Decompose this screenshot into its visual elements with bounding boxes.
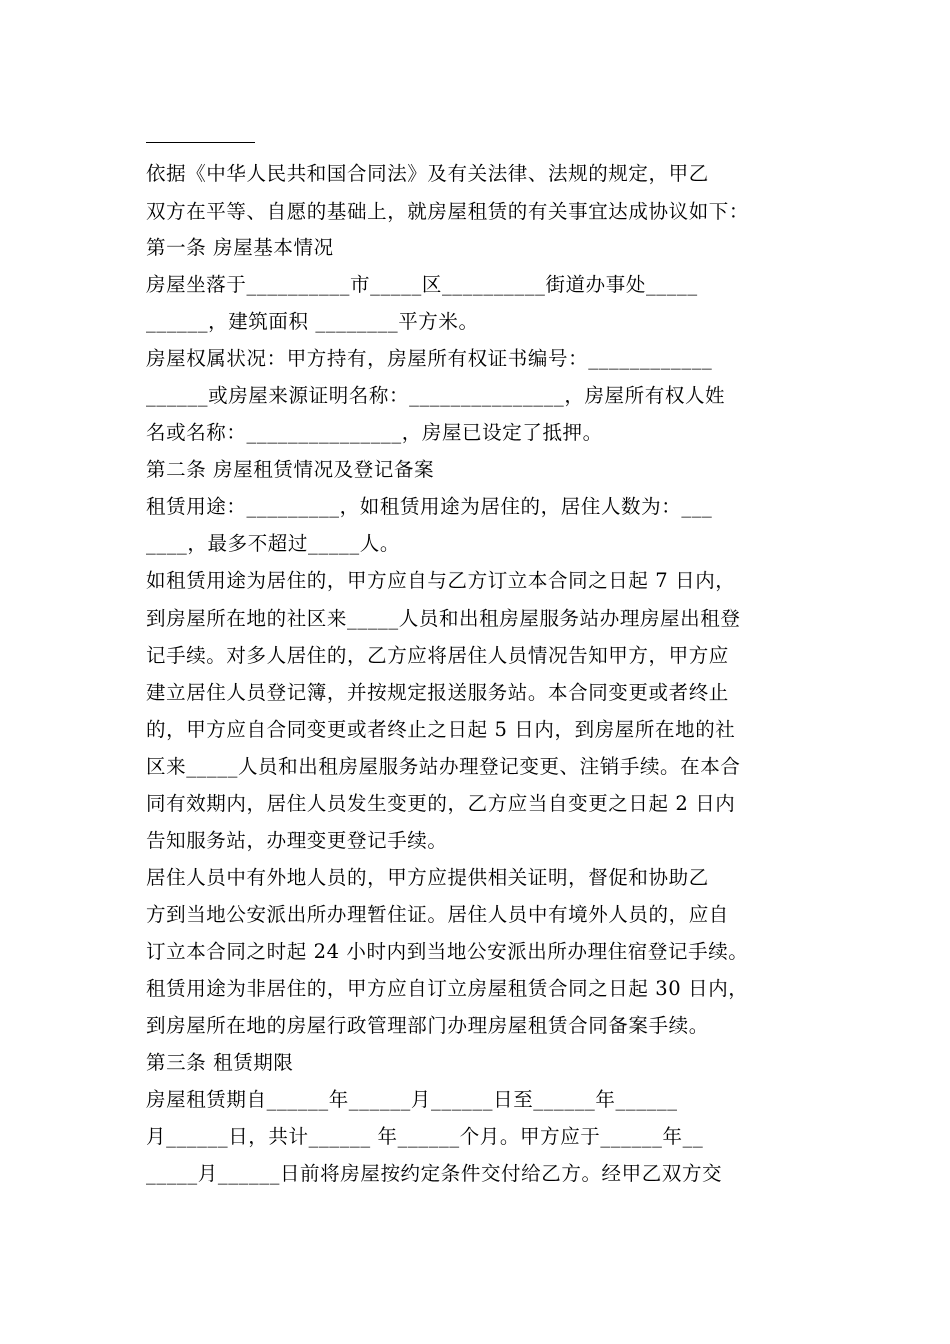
paragraph-line: ______或房屋来源证明名称：_______________，房屋所有权人姓 bbox=[146, 384, 726, 407]
paragraph-line: 订立本合同之时起 24 小时内到当地公安派出所办理住宿登记手续。 bbox=[146, 940, 749, 963]
paragraph-line: 到房屋所在地的房屋行政管理部门办理房屋租赁合同备案手续。 bbox=[146, 1014, 709, 1037]
paragraph-line: 建立居住人员登记簿，并按规定报送服务站。本合同变更或者终止 bbox=[146, 681, 729, 704]
paragraph-line: 如租赁用途为居住的，甲方应自与乙方订立本合同之日起 7 日内， bbox=[146, 569, 736, 592]
article-heading: 第一条 房屋基本情况 bbox=[146, 236, 334, 259]
paragraph-line: 居住人员中有外地人员的，甲方应提供相关证明，督促和协助乙 bbox=[146, 866, 709, 889]
paragraph-line: 房屋租赁期自______年______月______日至______年______ bbox=[146, 1088, 678, 1111]
paragraph-line: 租赁用途：_________，如租赁用途为居住的，居住人数为：___ bbox=[146, 495, 713, 518]
article-heading: 第三条 租赁期限 bbox=[146, 1051, 294, 1074]
paragraph-line: ____，最多不超过_____人。 bbox=[146, 532, 400, 555]
paragraph-line: _____月______日前将房屋按约定条件交付给乙方。经甲乙双方交 bbox=[146, 1162, 723, 1185]
paragraph-line: 租赁用途为非居住的，甲方应自订立房屋租赁合同之日起 30 日内， bbox=[146, 977, 749, 1000]
paragraph-line: 记手续。对多人居住的，乙方应将居住人员情况告知甲方，甲方应 bbox=[146, 644, 729, 667]
paragraph-line: 房屋坐落于__________市_____区__________街道办事处_____ bbox=[146, 273, 698, 296]
paragraph-line: 房屋权属状况：甲方持有，房屋所有权证书编号：____________ bbox=[146, 347, 713, 370]
paragraph-line: 双方在平等、自愿的基础上，就房屋租赁的有关事宜达成协议如下： bbox=[146, 200, 750, 223]
paragraph-line: 的，甲方应自合同变更或者终止之日起 5 日内，到房屋所在地的社 bbox=[146, 718, 736, 741]
blank-underline bbox=[146, 142, 255, 143]
paragraph-line: 依据《中华人民共和国合同法》及有关法律、法规的规定，甲乙 bbox=[146, 162, 709, 185]
paragraph-line: 到房屋所在地的社区来_____人员和出租房屋服务站办理房屋出租登 bbox=[146, 607, 741, 630]
paragraph-line: 区来_____人员和出租房屋服务站办理登记变更、注销手续。在本合 bbox=[146, 755, 741, 778]
paragraph-line: 告知服务站，办理变更登记手续。 bbox=[146, 829, 448, 852]
paragraph-line: 同有效期内，居住人员发生变更的，乙方应当自变更之日起 2 日内 bbox=[146, 792, 736, 815]
paragraph-line: 名或名称：_______________，房屋已设定了抵押。 bbox=[146, 421, 603, 444]
paragraph-line: 月______日，共计______ 年______个月。甲方应于______年__ bbox=[146, 1125, 704, 1148]
paragraph-line: 方到当地公安派出所办理暂住证。居住人员中有境外人员的，应自 bbox=[146, 903, 729, 926]
paragraph-line: ______，建筑面积 ________平方米。 bbox=[146, 310, 479, 333]
article-heading: 第二条 房屋租赁情况及登记备案 bbox=[146, 458, 435, 481]
